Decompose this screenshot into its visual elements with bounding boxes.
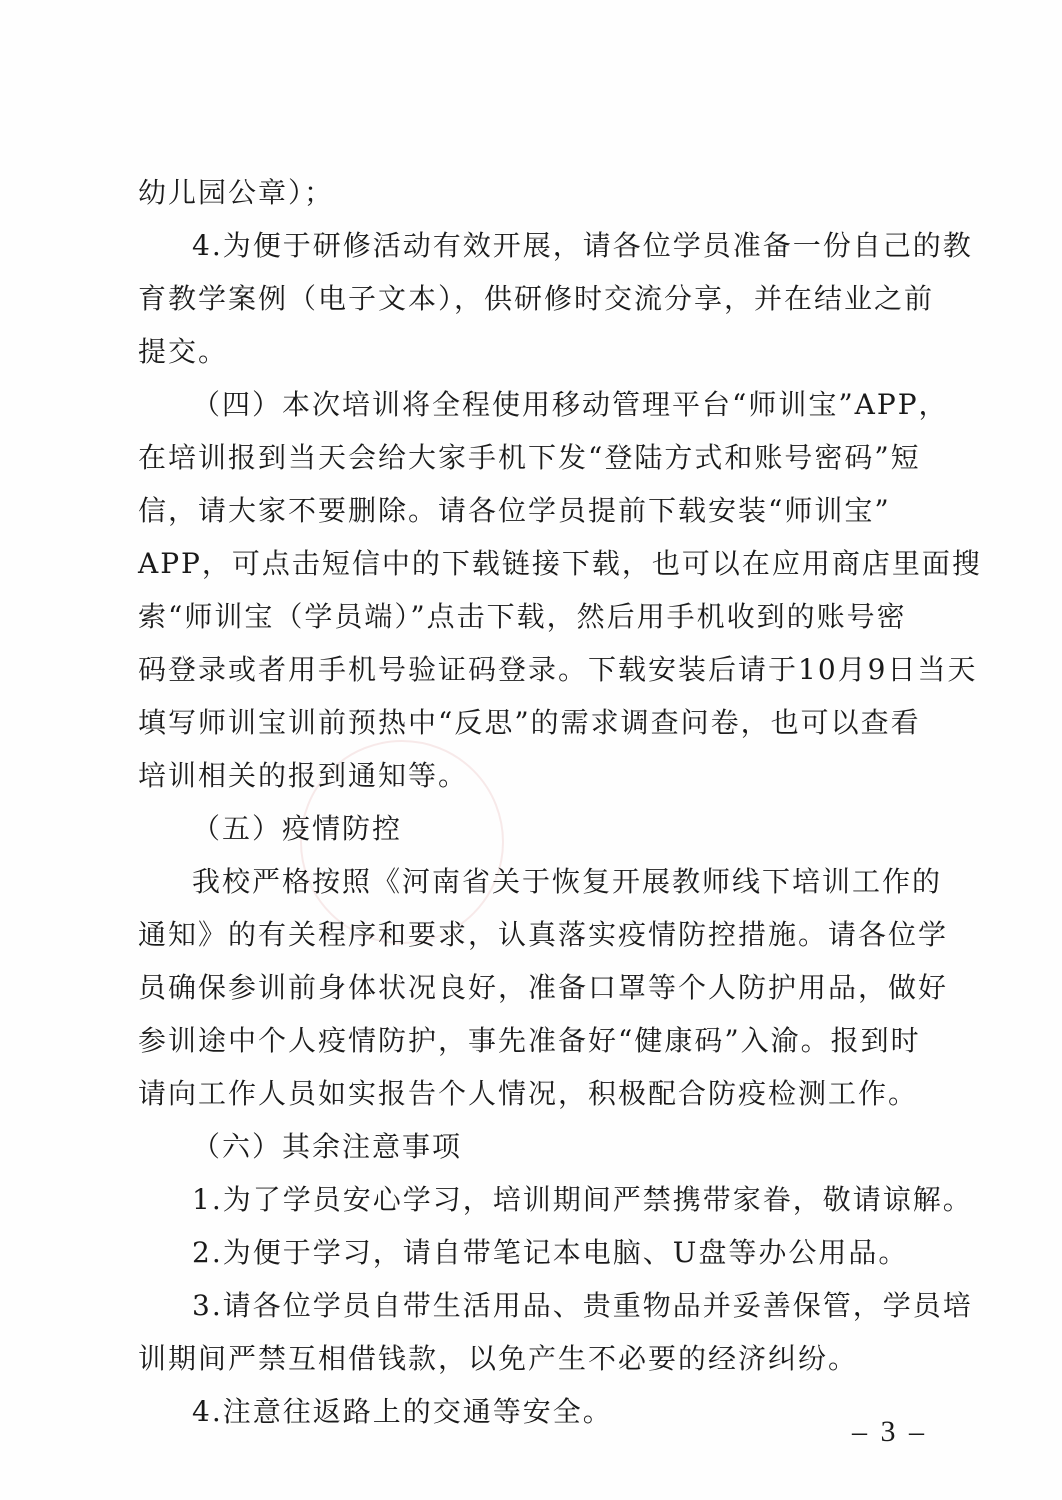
paragraph-line: 幼儿园公章）； (138, 176, 335, 209)
section-heading: （六）其余注意事项 (192, 1130, 463, 1163)
paragraph-line: 4.注意往返路上的交通等安全。 (192, 1395, 613, 1428)
paragraph-line: 我校严格按照《河南省关于恢复开展教师线下培训工作的 (192, 865, 943, 898)
paragraph-line: 参训途中个人疫情防护，事先准备好“健康码”入渝。报到时 (138, 1024, 921, 1057)
paragraph-line: 在培训报到当天会给大家手机下发“登陆方式和账号密码”短 (138, 441, 921, 474)
paragraph-line: 通知》的有关程序和要求，认真落实疫情防控措施。请各位学 (138, 918, 949, 951)
paragraph-line: 3.请各位学员自带生活用品、贵重物品并妥善保管，学员培 (192, 1289, 973, 1322)
paragraph-line: 培训相关的报到通知等。 (138, 759, 469, 792)
paragraph-line: 信，请大家不要删除。请各位学员提前下载安装“师训宝” (138, 494, 891, 527)
paragraph-line: 训期间严禁互相借钱款，以免产生不必要的经济纠纷。 (138, 1342, 859, 1375)
paragraph-line: 员确保参训前身体状况良好，准备口罩等个人防护用品，做好 (138, 971, 949, 1004)
paragraph-line: APP，可点击短信中的下载链接下载，也可以在应用商店里面搜 (138, 547, 982, 580)
paragraph-line: 索“师训宝（学员端）”点击下载，然后用手机收到的账号密 (138, 600, 907, 633)
paragraph-line: 2.为便于学习，请自带笔记本电脑、U盘等办公用品。 (192, 1236, 909, 1269)
paragraph-line: 4.为便于研修活动有效开展，请各位学员准备一份自己的教 (192, 229, 973, 262)
paragraph-line: 填写师训宝训前预热中“反思”的需求调查问卷，也可以查看 (138, 706, 921, 739)
section-heading: （五）疫情防控 (192, 812, 403, 845)
page-number: – 3 – (852, 1415, 927, 1448)
section-heading: （四）本次培训将全程使用移动管理平台“师训宝”APP， (192, 388, 949, 421)
paragraph-line: 提交。 (138, 335, 229, 368)
paragraph-line: 码登录或者用手机号验证码登录。下载安装后请于10月9日当天 (138, 653, 978, 686)
paragraph-line: 请向工作人员如实报告个人情况，积极配合防疫检测工作。 (138, 1077, 919, 1110)
paragraph-line: 育教学案例（电子文本），供研修时交流分享，并在结业之前 (138, 282, 935, 315)
paragraph-line: 1.为了学员安心学习，培训期间严禁携带家眷，敬请谅解。 (192, 1183, 973, 1216)
